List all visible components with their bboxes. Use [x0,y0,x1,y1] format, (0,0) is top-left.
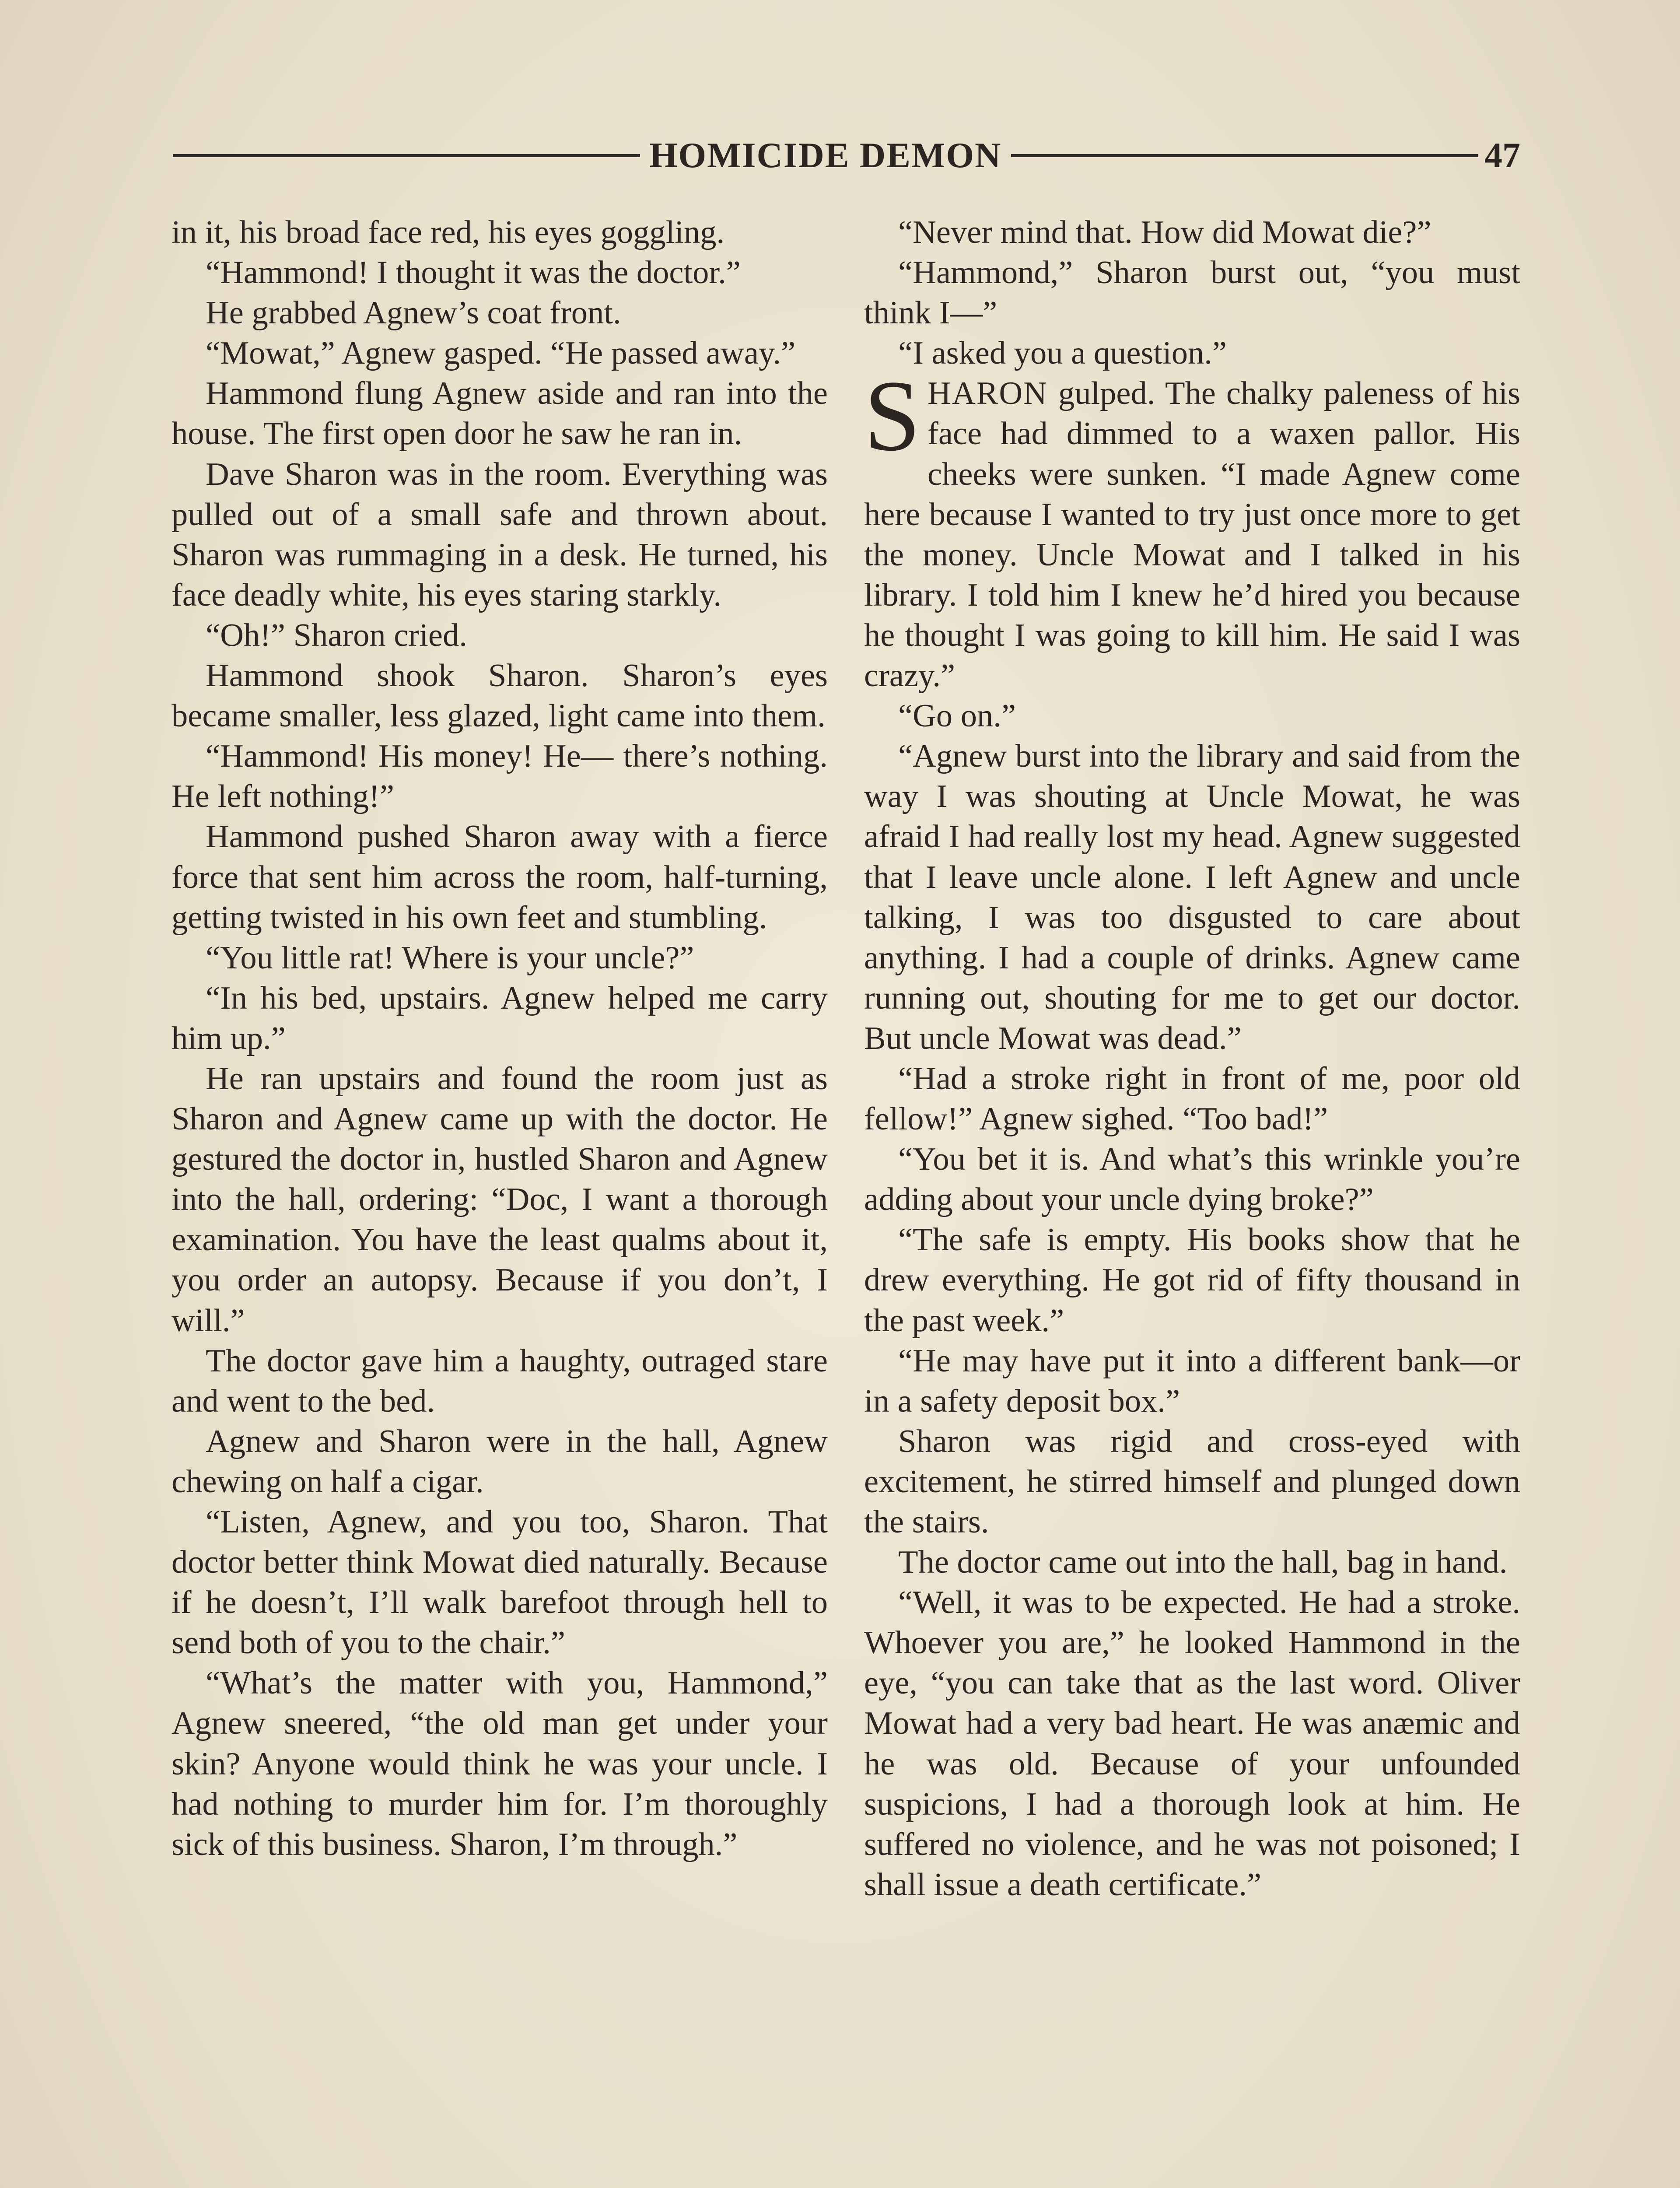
paragraph: “Hammond,” Sharon burst out, “you must think I—” [864,255,1520,331]
paragraph: “The safe is empty. His books show that he drew everything. He got rid of fifty thousand in the past week.” [864,1222,1520,1339]
paragraph: Sharon was rigid and cross-eyed with excitement, he stirred himself and plunged down the stairs. [864,1423,1520,1540]
paragraph: “Had a stroke right in front of me, poor old fellow!” Agnew sighed. “Too bad!” [864,1060,1520,1137]
paragraph: “Oh!” Sharon cried. [206,617,467,653]
paragraph: “You little rat! Where is your uncle?” [206,940,694,976]
paragraph: in it, his broad face red, his eyes goggling. [172,214,725,250]
paragraph: “In his bed, upstairs. Agnew helped me carry him up.” [172,980,828,1056]
paragraph: “Go on.” [898,698,1016,734]
paragraph: Hammond shook Sharon. Sharon’s eyes became smaller, less glazed, light came into them. [172,658,828,734]
running-header [173,127,1520,184]
paragraph [864,360,1520,696]
paragraph: “Listen, Agnew, and you too, Sharon. That doctor better think Mowat died naturally. Because if he doesn’t, I’ll walk barefoot through hell to send both of you to the chair.” [172,1504,828,1661]
right-text-column [864,212,1520,1905]
story-title: HOMICIDE DEMON [649,135,1002,175]
paragraph: Hammond pushed Sharon away with a fierce force that sent him across the room, half-turning, getting twisted in his own feet and stumbling. [172,819,828,936]
paragraph: He grabbed Agnew’s coat front. [206,295,621,331]
paragraph: The doctor came out into the hall, bag in hand. [898,1544,1508,1581]
paragraph: “What’s the matter with you, Hammond,” Agnew sneered, “the old man get under your skin? Anyone would think he was your uncle. I had nothing to murder him for. I’m thoroughly sick of this business. Sharon, I’m through.” [172,1665,828,1862]
paragraph: “Mowat,” Agnew gasped. “He passed away.” [206,335,796,372]
paragraph: “I asked you a question.” [898,335,1227,372]
drop-cap: S [864,360,921,473]
paragraph: The doctor gave him a haughty, outraged stare and went to the bed. [172,1343,828,1419]
paragraph: “Well, it was to be expected. He had a stroke. Whoever you are,” he looked Hammond in the eye, “you can take that as the last word. Oliver Mowat had a very bad heart. He was anæmic and he was old. Because of your unfounded suspicions, I had a thorough look at him. He suffered no violence, and he was not poisoned; I shall issue a death certificate.” [864,1585,1520,1903]
paragraph: Dave Sharon was in the room. Everything was pulled out of a small safe and thrown about. Sharon was rummaging in a desk. He turned, his face deadly white, his eyes staring starkly. [172,456,828,613]
paragraph-text: gulped. The chalky paleness of his face had dimmed to a waxen pallor. His cheeks were sunken. “I made Agnew come here because I wanted to try just once more to get the money. Uncle Mowat and I talked in his library. I told him I knew he’d hired you because he thought I was going to kill him. He said I was crazy.” [864,375,1520,694]
header-rule-left [173,154,640,157]
paragraph: Hammond flung Agnew aside and ran into the house. The first open door he saw he ran in. [172,375,828,452]
paragraph: “Never mind that. How did Mowat die?” [898,214,1432,250]
left-text-column [172,212,828,1865]
page-number: 47 [1484,135,1520,175]
paragraph: “Agnew burst into the library and said from the way I was shouting at Uncle Mowat, he was afraid I had really lost my head. Agnew suggested that I leave uncle alone. I left Agnew and uncle talking, I was too disgusted to care about anything. I had a couple of drinks. Agnew came running out, shouting for me to get our doctor. But uncle Mowat was dead.” [864,738,1520,1056]
paragraph: “Hammond! I thought it was the doctor.” [206,255,741,291]
paragraph: “He may have put it into a different bank—or in a safety deposit box.” [864,1343,1520,1419]
header-rule-right [1011,154,1478,157]
paragraph: “You bet it is. And what’s this wrinkle you’re adding about your uncle dying broke?” [864,1141,1520,1218]
small-caps-lead: HARON [928,375,1048,412]
paragraph: Agnew and Sharon were in the hall, Agnew chewing on half a cigar. [172,1423,828,1500]
paragraph: “Hammond! His money! He— there’s nothing. He left nothing!” [172,738,828,815]
paragraph: He ran upstairs and found the room just as Sharon and Agnew came up with the doctor. He gestured the doctor in, hustled Sharon and Agnew into the hall, ordering: “Doc, I want a thorough examination. You have the least qualms about it, you order an autopsy. Because if you don’t, I will.” [172,1060,828,1339]
